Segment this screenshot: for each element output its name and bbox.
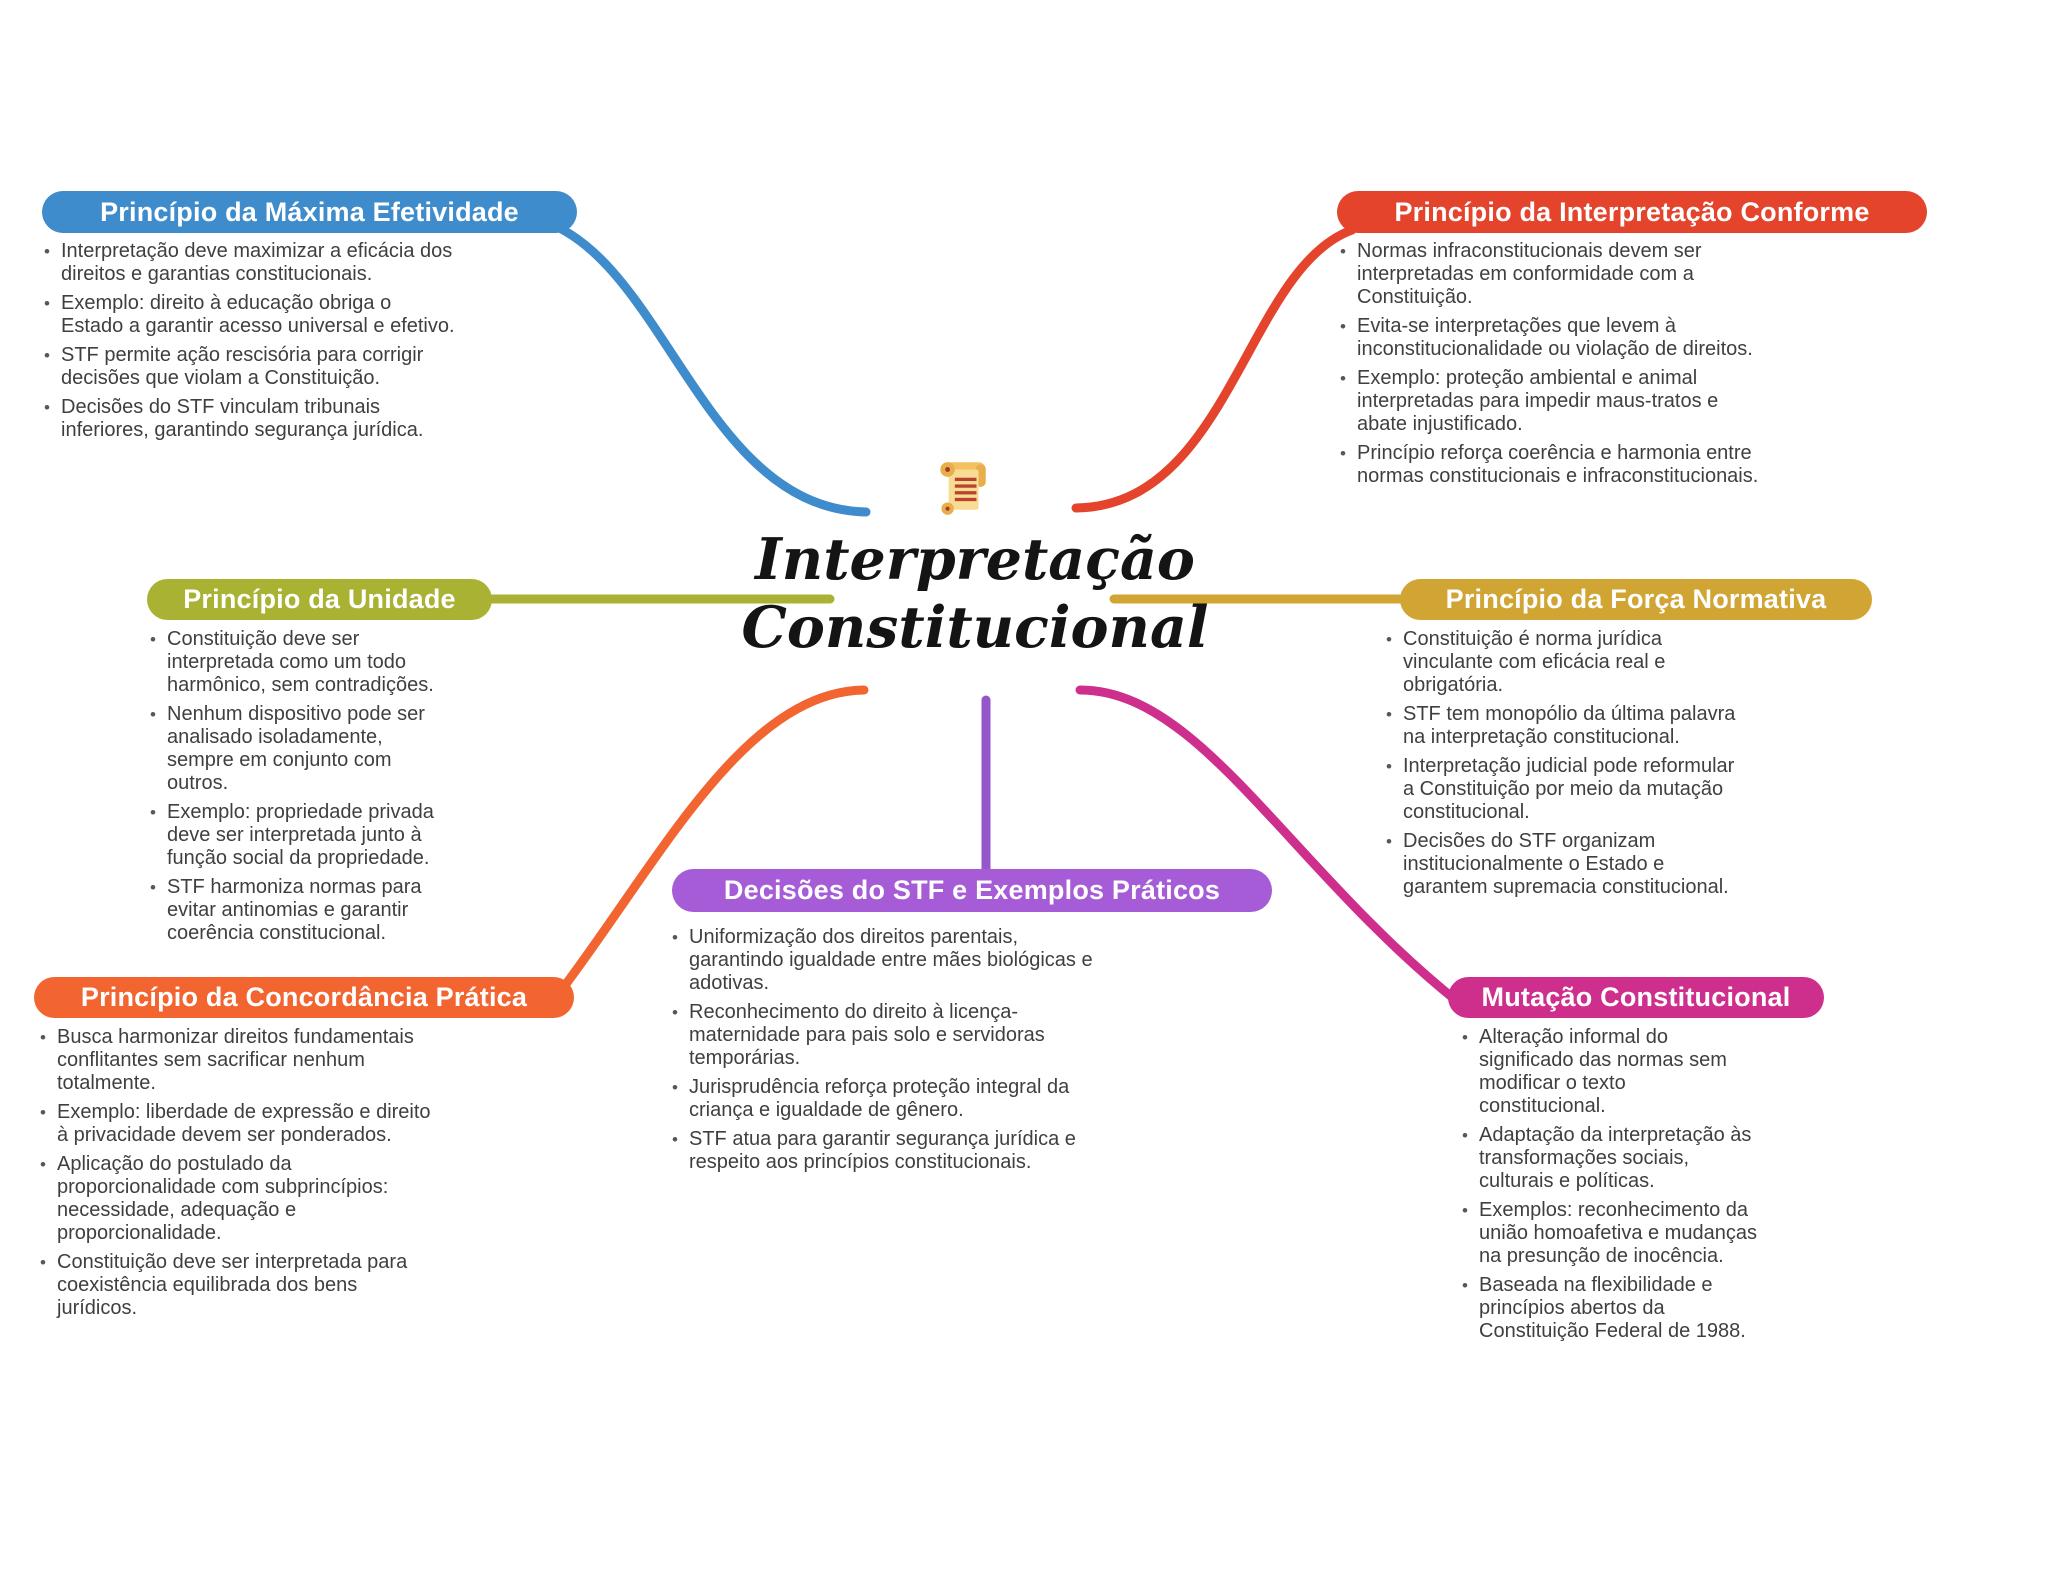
branch-label: Princípio da Máxima Efetividade (100, 196, 519, 227)
bullet-item: • Reconhecimento do direito à licença-maternidade para pais solo e servidoras temporárias. (672, 1001, 1117, 1070)
bullet-item: • Decisões do STF organizam institucionalmente o Estado e garantem supremacia constitucional. (1386, 830, 1746, 899)
bullet-dot (150, 628, 158, 697)
bullet-dot (44, 344, 52, 390)
bullet-item: • Uniformização dos direitos parentais, garantindo igualdade entre mães biológicas e adotivas. (672, 926, 1117, 995)
bullet-item: • Busca harmonizar direitos fundamentais conflitantes sem sacrificar nenhum totalmente. (40, 1026, 440, 1095)
bullet-dot (1462, 1124, 1470, 1193)
branch-header-interpretacao-conforme (1337, 191, 1927, 233)
bullet-item: • Jurisprudência reforça proteção integral da criança e igualdade de gênero. (672, 1076, 1117, 1122)
bullet-item: • Nenhum dispositivo pode ser analisado isoladamente, sempre em conjunto com outros. (150, 703, 450, 795)
central-topic-line2: Constitucional (741, 594, 1209, 661)
bullet-dot (672, 1001, 680, 1070)
bullet-item: • Adaptação da interpretação às transformações sociais, culturais e políticas. (1462, 1124, 1758, 1193)
bullet-list-maxima-efetividade (44, 240, 459, 448)
bullet-item: • Exemplo: direito à educação obriga o Estado a garantir acesso universal e efetivo. (44, 292, 459, 338)
connector-interpretacao-conforme (1076, 230, 1352, 508)
bullet-item: • Baseada na flexibilidade e princípios abertos da Constituição Federal de 1988. (1462, 1274, 1758, 1343)
bullet-item: • Exemplos: reconhecimento da união homoafetiva e mudanças na presunção de inocência. (1462, 1199, 1758, 1268)
bullet-dot (1386, 628, 1394, 697)
branch-header-concordancia-pratica (34, 977, 574, 1018)
scroll-icon (928, 452, 994, 522)
bullet-dot (1340, 367, 1348, 436)
bullet-dot (1462, 1026, 1470, 1118)
branch-label: Princípio da Força Normativa (1445, 584, 1827, 614)
bullet-dot (40, 1153, 48, 1245)
bullet-dot (44, 292, 52, 338)
bullet-dot (40, 1026, 48, 1095)
bullet-item: • Normas infraconstitucionais devem ser interpretadas em conformidade com a Constituição. (1340, 240, 1770, 309)
bullet-item: • Decisões do STF vinculam tribunais inferiores, garantindo segurança jurídica. (44, 396, 459, 442)
branch-header-unidade (147, 579, 492, 620)
bullet-dot (44, 396, 52, 442)
bullet-list-mutacao-constitucional (1462, 1026, 1758, 1349)
bullet-item: • STF atua para garantir segurança jurídica e respeito aos princípios constitucionais. (672, 1128, 1117, 1174)
bullet-item: • Constituição deve ser interpretada para coexistência equilibrada dos bens jurídicos. (40, 1251, 440, 1320)
bullet-item: • Princípio reforça coerência e harmonia entre normas constitucionais e infraconstitucionais. (1340, 442, 1770, 488)
bullet-item: • Constituição é norma jurídica vinculante com eficácia real e obrigatória. (1386, 628, 1746, 697)
bullet-dot (1340, 442, 1348, 488)
bullet-item: • STF permite ação rescisória para corrigir decisões que violam a Constituição. (44, 344, 459, 390)
bullet-item: • STF harmoniza normas para evitar antinomias e garantir coerência constitucional. (150, 876, 450, 945)
bullet-item: • Exemplo: proteção ambiental e animal interpretadas para impedir maus-tratos e abate injustificado. (1340, 367, 1770, 436)
bullet-item: • Interpretação deve maximizar a eficácia dos direitos e garantias constitucionais. (44, 240, 459, 286)
bullet-item: • Evita-se interpretações que levem à inconstitucionalidade ou violação de direitos. (1340, 315, 1770, 361)
central-topic-line1: Interpretação (755, 526, 1195, 593)
connector-maxima-efetividade (540, 220, 866, 512)
bullet-dot (672, 1128, 680, 1174)
bullet-dot (1386, 830, 1394, 899)
bullet-list-unidade (150, 628, 450, 951)
bullet-item: • Constituição deve ser interpretada como um todo harmônico, sem contradições. (150, 628, 450, 697)
bullet-dot (1462, 1199, 1470, 1268)
bullet-list-forca-normativa (1386, 628, 1746, 905)
branch-label: Princípio da Unidade (183, 584, 456, 614)
branch-header-maxima-efetividade (42, 191, 577, 233)
branch-header-decisoes-stf (672, 869, 1272, 912)
branch-label: Mutação Constitucional (1481, 982, 1791, 1012)
branch-label: Princípio da Concordância Prática (80, 982, 528, 1012)
bullet-list-decisoes-stf (672, 926, 1117, 1180)
bullet-dot (1462, 1274, 1470, 1343)
bullet-dot (672, 1076, 680, 1122)
branch-label: Princípio da Interpretação Conforme (1394, 196, 1870, 227)
bullet-dot (1386, 703, 1394, 749)
bullet-dot (40, 1101, 48, 1147)
bullet-dot (1340, 240, 1348, 309)
bullet-list-interpretacao-conforme (1340, 240, 1770, 494)
branch-label: Decisões do STF e Exemplos Práticos (723, 875, 1221, 905)
bullet-dot (150, 876, 158, 945)
bullet-item: • Aplicação do postulado da proporcionalidade com subprincípios: necessidade, adequação e proporcionalidade. (40, 1153, 440, 1245)
bullet-dot (44, 240, 52, 286)
bullet-dot (150, 703, 158, 795)
bullet-list-concordancia-pratica (40, 1026, 440, 1326)
bullet-dot (150, 801, 158, 870)
bullet-dot (1386, 755, 1394, 824)
bullet-dot (672, 926, 680, 995)
branch-header-mutacao-constitucional (1448, 977, 1824, 1018)
bullet-item: • Alteração informal do significado das normas sem modificar o texto constitucional. (1462, 1026, 1758, 1118)
bullet-item: • Exemplo: liberdade de expressão e direito à privacidade devem ser ponderados. (40, 1101, 440, 1147)
branch-header-forca-normativa (1400, 579, 1872, 620)
bullet-item: • STF tem monopólio da última palavra na interpretação constitucional. (1386, 703, 1746, 749)
bullet-dot (1340, 315, 1348, 361)
central-topic (740, 526, 1210, 662)
bullet-dot (40, 1251, 48, 1320)
bullet-item: • Interpretação judicial pode reformular a Constituição por meio da mutação constitucional. (1386, 755, 1746, 824)
bullet-item: • Exemplo: propriedade privada deve ser interpretada junto à função social da propriedade. (150, 801, 450, 870)
